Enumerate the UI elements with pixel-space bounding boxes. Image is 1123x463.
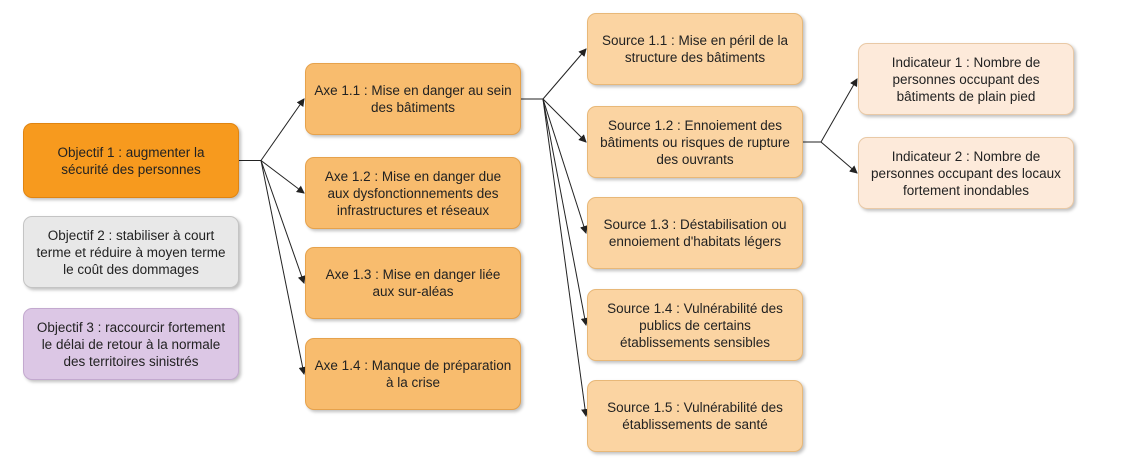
connector-objective-1-to-axe-1-2: [261, 161, 304, 194]
axe-1-2-box: [305, 157, 521, 229]
source-1-1-box: [587, 13, 803, 85]
axe-1-4-box: [305, 338, 521, 410]
source-1-2-label: Source 1.2 : Ennoiement des bâtiments ou risques de rupture des ouvrants: [600, 117, 790, 167]
axe-1-1-label: Axe 1.1 : Mise en danger au sein des bâtiments: [314, 83, 512, 115]
objective-2-label: Objectif 2 : stabiliser à court terme et réduire à moyen terme le coût des dommages: [36, 227, 226, 277]
indicator-2-box: [858, 137, 1074, 209]
source-1-4-label: Source 1.4 : Vulnérabilité des publics de certains établissements sensibles: [607, 300, 783, 350]
axe-1-4-label: Axe 1.4 : Manque de préparation à la crise: [314, 358, 512, 390]
axe-1-1-box: [305, 63, 521, 135]
objective-2-box: [23, 216, 239, 288]
objective-3-label: Objectif 3 : raccourcir fortement le délai de retour à la normale des territoires sinistrés: [36, 319, 226, 369]
indicator-2-label: Indicateur 2 : Nombre de personnes occupant des locaux fortement inondables: [871, 148, 1061, 198]
indicator-1-box: [858, 43, 1074, 115]
axe-1-3-box: [305, 247, 521, 319]
axe-1-2-label: Axe 1.2 : Mise en danger due aux dysfonctionnements des infrastructures et réseaux: [324, 168, 502, 218]
connector-axe-1-1-to-source-1-1: [543, 49, 586, 99]
connector-objective-1-to-axe-1-3: [261, 161, 304, 284]
source-1-5-box: [587, 380, 803, 452]
source-1-1-label: Source 1.1 : Mise en péril de la structure des bâtiments: [601, 33, 789, 65]
axe-1-3-label: Axe 1.3 : Mise en danger liée aux sur-aléas: [325, 267, 501, 299]
objective-1-box: [23, 123, 239, 198]
source-1-3-box: [587, 197, 803, 269]
connector-axe-1-1-to-source-1-5: [543, 99, 586, 416]
connector-objective-1-to-axe-1-4: [261, 161, 304, 375]
connector-objective-1-to-axe-1-1: [261, 99, 304, 161]
connector-source-1-2-to-indicator-2: [821, 142, 857, 173]
source-1-4-box: [587, 289, 803, 361]
indicator-1-label: Indicateur 1 : Nombre de personnes occupant des bâtiments de plain pied: [891, 54, 1041, 104]
source-1-5-label: Source 1.5 : Vulnérabilité des établissements de santé: [607, 400, 783, 432]
objective-1-label: Objectif 1 : augmenter la sécurité des personnes: [57, 144, 205, 177]
source-1-2-box: [587, 106, 803, 178]
connector-source-1-2-to-indicator-1: [821, 79, 857, 142]
objective-3-box: [23, 308, 239, 380]
source-1-3-label: Source 1.3 : Déstabilisation ou ennoiement d'habitats légers: [603, 217, 787, 249]
